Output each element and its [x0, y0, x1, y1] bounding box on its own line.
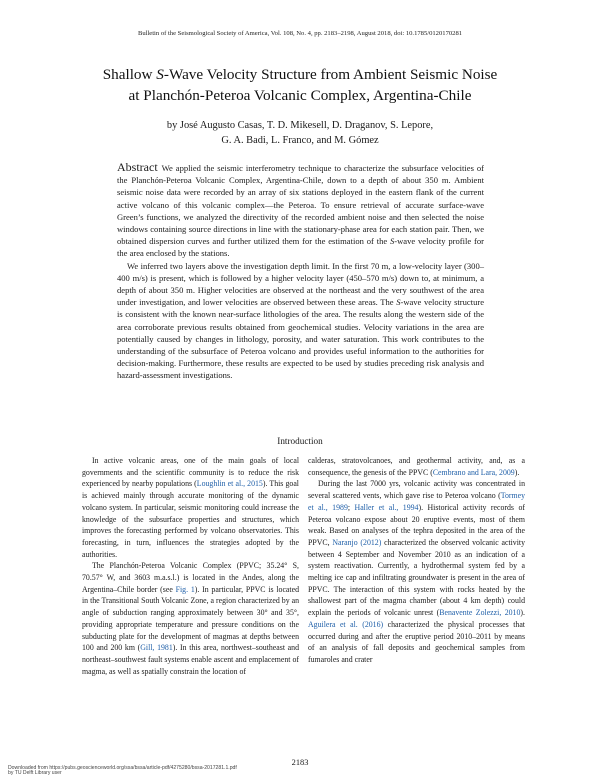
authors-line-1: by José Augusto Casas, T. D. Mikesell, D. Draganov, S. Lepore, [166, 120, 434, 131]
section-heading-introduction: Introduction [277, 436, 323, 446]
citation-link[interactable]: Haller et al., 1994 [354, 502, 419, 512]
library-notice: by TU Delft Library user [8, 770, 62, 776]
intro-paragraph-2-continued: calderas, stratovolcanoes, and geothermal activity, and, as a consequence, the genesis of the PPVC (Cembrano and Lara, 2009). [308, 456, 525, 477]
title-line-1: Shallow S-Wave Velocity Structure from Ambient Seismic Noise [102, 66, 498, 83]
paper-title [40, 64, 560, 106]
figure-link[interactable]: Fig. 1 [175, 584, 195, 594]
abstract-paragraph-1: Abstract We applied the seismic interferometry technique to characterize the subsurface velocities of the Planchón-Peteroa Volcanic Complex, Argentina-Chile, down to a depth of about 350 m. Ambient seismic noise data were recorded by an array of six stations deployed in the eastern flank of the current active volcano of this volcanic complex—the Peteroa. To ensure retrieval of accurate surface-wave Green’s functions, we analyzed the directivity of the recorded ambient noise and then selected the noise windows containing source directions in line with the stationary-phase area for each station pair. Then, we obtained dispersion curves and further utilized them for the estimation of the S-wave velocity profile for the area enclosed by the stations. [117, 160, 484, 259]
abstract-paragraph-2: We inferred two layers above the investigation depth limit. In the first 70 m, a low-velocity layer (300–400 m/s) is present, which is followed by a higher velocity layer (450–570 m/s) down to, at minimum, a depth of about 350 m. Higher velocities are observed at the northeast and the very southwest of the area under investigation, and lower velocities are observed between these areas. The S-wave velocity structure is consistent with the known near-surface lithologies of the area. The results along the western side of the area corroborate previous results obtained from geochemical studies. Velocity variations in the area are potentially caused by changes in lithology, porosity, and water saturation. This work contributes to the understanding of the subsurface of Peteroa volcano and provides useful information to the authorities for decision-making. Furthermore, these results are expected to be used by studies preceding risk analysis and hazard-assessment investigations. [117, 260, 485, 381]
page-number: 2183 [291, 758, 309, 767]
intro-paragraph-1: In active volcanic areas, one of the main goals of local governments and the scientific community is to reduce the risk experienced by nearby populations (Loughlin et al., 2015). This goal is achieved mainly through accurate monitoring of the dynamic volcano system. In particular, seismic monitoring could increase the knowledge of the subsurface properties and structures, which improves the forecasting performed by volcano observatories. This forecasting, in turn, influences the strategies adopted by the authorities. [82, 456, 299, 559]
citation-link[interactable]: Naranjo (2012) [332, 537, 382, 547]
intro-paragraph-3: During the last 7000 yrs, volcanic activity was concentrated in several scattered vents, which gave rise to Peteroa volcano (Tormey et al., 1989; Haller et al., 1994). Historical activity records of Peteroa volcano expose about 20 eruptive events, most of them weak. Based on analyses of the tephra deposited in the area of the PPVC, Naranjo (2012) characterized the observed volcanic activity between 4 September and November 2010 as an indication of a system reactivation. Currently, a hydrothermal system fed by a melting ice cap and infiltrating groundwater is present in the area of PPVC. The interaction of this system with rocks heated by the shallowest part of the magma chamber (about 4 km depth) could explain the periods of volcanic unrest (Benavente Zolezzi, 2010). Aguilera et al. (2016) characterized the physical processes that occurred during and after the eruptive period 2010–2011 by means of an analysis of fall deposits and geochemical samples from fumaroles and crater [308, 479, 526, 664]
download-notice: Downloaded from https://pubs.geoscienceworld.org/ssa/bssa/article-pdf/4275280/bssa-2017281.1.pdf [8, 765, 237, 771]
citation-link[interactable]: Loughlin et al., 2015 [196, 479, 263, 489]
abstract-label: Abstract [117, 160, 158, 174]
author-list [60, 118, 540, 148]
citation-link[interactable]: Benavente Zolezzi, 2010 [439, 608, 521, 618]
body-column-right [308, 455, 525, 666]
citation-link[interactable]: Cembrano and Lara, 2009 [432, 467, 515, 477]
authors-line-2: G. A. Badi, L. Franco, and M. Gómez [221, 135, 379, 146]
abstract [117, 161, 484, 382]
citation-link[interactable]: Aguilera et al. (2016) [308, 619, 384, 629]
citation-link[interactable]: Gill, 1981 [140, 643, 173, 653]
intro-paragraph-2: The Planchón-Peteroa Volcanic Complex (PPVC; 35.24° S, 70.57° W, and 3603 m.a.s.l.) is located in the Andes, along the Argentina–Chile border (see Fig. 1). In particular, PPVC is located in the Transitional South Volcanic Zone, a region characterized by an angle of subduction ranging approximately between 30° and 35°, providing appropriate temperature and pressure conditions on the subducting plate for the development of magmas at depths between 100 and 200 km (Gill, 1981). In this area, northwest–southeast and northeast–southwest fault systems enable ascent and emplacement of magma, as well as spatially constrain the location of [82, 561, 300, 676]
citation-link[interactable]: Tormey et al., 1989 [308, 491, 525, 512]
title-line-2: at Planchón-Peteroa Volcanic Complex, Argentina-Chile [128, 87, 472, 104]
body-column-left [82, 455, 299, 677]
running-header: Bulletin of the Seismological Society of America, Vol. 108, No. 4, pp. 2183–2198, August 2018, doi: 10.1785/0120170281 [137, 30, 463, 37]
